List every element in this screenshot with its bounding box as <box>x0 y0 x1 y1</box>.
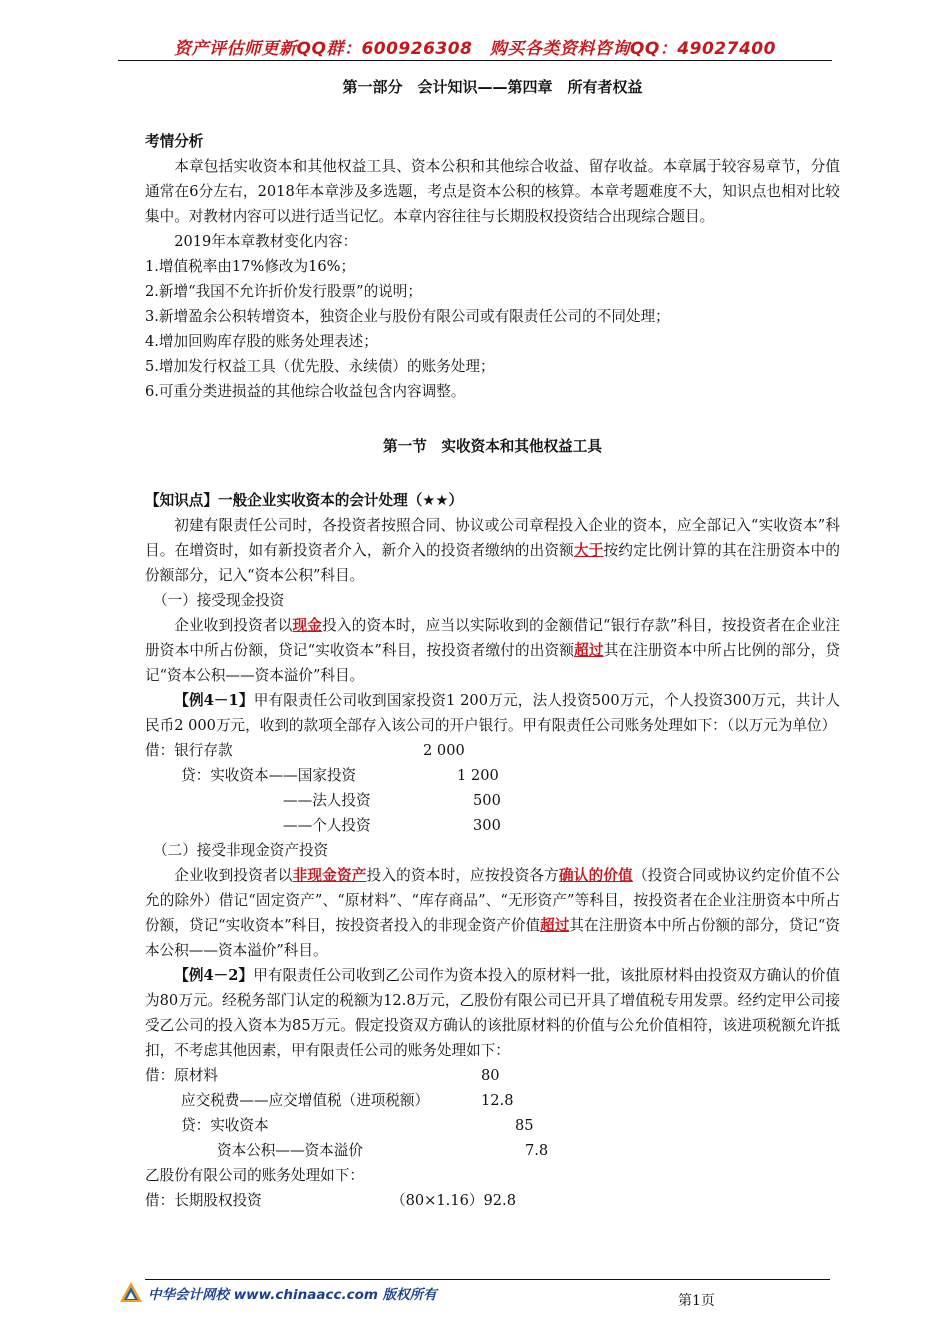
emphasis-text: 超过 <box>540 917 570 934</box>
change-item: 3.新增盈余公积转增资本，独资企业与股份有限公司或有限责任公司的不同处理； <box>145 308 670 325</box>
example-4-2: 【例4－2】甲有限责任公司收到乙公司作为资本投入的原材料一批，该批原材料由投资双方确认的价值为80万元。经税务部门认定的税额为12.8万元，乙股份有限公司已开具了增值税专用发票。经约定甲公司接受乙公司的投入资本为85万元。假定投资双方确认的该批原材料的价值与公允价值相符，该进项税额允许抵扣，不考虑其他因素，甲有限责任公司的账务处理如下： <box>145 967 840 1059</box>
example-4-1: 【例4－1】甲有限责任公司收到国家投资1 200万元，法人投资500万元，个人投资300万元，共计人民币2 000万元，收到的款项全部存入该公司的开户银行。甲有限责任公司账务处理如下：（以万元为单位） <box>145 692 841 734</box>
noncash-investment-heading: （二）接受非现金资产投资 <box>153 842 329 859</box>
emphasis-text: 确认的价值 <box>558 867 633 884</box>
example-label: 【例4－1】 <box>174 692 254 709</box>
journal-line: 应交税费——应交增值税（进项税额） 12.8 <box>181 1092 514 1109</box>
journal-line: 贷：实收资本 85 <box>181 1117 534 1134</box>
footer-brand <box>118 1280 437 1306</box>
noncash-investment-paragraph: 企业收到投资者以非现金资产投入的资本时，应按投资各方确认的价值（投资合同或协议约定价值不公允的除外）借记“固定资产”、“原材料”、“库存商品”、“无形资产”等科目，按投资者在企业注册资本中所占份额，贷记“实收资本”科目，按投资者投入的非现金资产价值超过其在注册资本中所占份额的部分，贷记“资本公积——资本溢价”科目。 <box>145 867 840 959</box>
emphasis-text: 非现金资产 <box>292 867 367 884</box>
journal-line: ——法人投资 500 <box>283 792 501 809</box>
change-item: 2.新增“我国不允许折价发行股票”的说明； <box>145 283 422 300</box>
emphasis-text: 现金 <box>292 617 323 634</box>
change-item: 4.增加回购库存股的账务处理表述； <box>145 333 378 350</box>
document-body <box>145 75 840 1213</box>
page-number: 第1页 <box>678 1293 715 1309</box>
document-title: 第一部分 会计知识——第四章 所有者权益 <box>342 78 643 96</box>
changes-intro: 2019年本章教材变化内容： <box>174 233 358 250</box>
analysis-heading: 考情分析 <box>145 133 204 150</box>
journal-line: 资本公积——资本溢价 7.8 <box>217 1142 549 1159</box>
emphasis-text: 大于 <box>573 542 604 559</box>
change-item: 5.增加发行权益工具（优先股、永续债）的账务处理； <box>145 358 495 375</box>
journal-entry-4-2 <box>145 1063 840 1163</box>
cash-investment-paragraph: 企业收到投资者以现金投入的资本时，应当以实际收到的金额借记“银行存款”科目，按投资者在企业注册资本中所占份额，贷记“实收资本”科目，按投资者缴付的出资额超过其在注册资本中所占比例的部分，贷记“资本公积——资本溢价”科目。 <box>145 617 840 684</box>
change-item: 1.增值税率由17%修改为16%； <box>145 258 356 275</box>
cash-investment-heading: （一）接受现金投资 <box>153 592 285 609</box>
journal-line: 借：长期股权投资 （80×1.16）92.8 <box>145 1192 516 1209</box>
header-divider <box>118 60 832 61</box>
section-title: 第一节 实收资本和其他权益工具 <box>383 438 602 455</box>
knowledge-point-heading: 【知识点】一般企业实收资本的会计处理（★★） <box>145 492 464 509</box>
journal-line: 借：银行存款 2 000 <box>145 742 465 759</box>
footer-brand-text: 中华会计网校 www.chinaacc.com 版权所有 <box>148 1287 437 1303</box>
analysis-paragraph: 本章包括实收资本和其他权益工具、资本公积和其他综合收益、留存收益。本章属于较容易章节，分值通常在6分左右，2018年本章涉及多选题，考点是资本公积的核算。本章考题难度不大，知识点也相对比较集中。对教材内容可以进行适当记忆。本章内容往往与长期股权投资结合出现综合题目。 <box>145 158 840 225</box>
journal-line: ——个人投资 300 <box>283 817 501 834</box>
second-party-intro: 乙股份有限公司的账务处理如下： <box>145 1167 364 1184</box>
intro-paragraph: 初建有限责任公司时，各投资者按照合同、协议或公司章程投入企业的资本，应全部记入“实收资本”科目。在增资时，如有新投资者介入，新介入的投资者缴纳的出资额大于按约定比例计算的其在注册资本中的份额部分，记入“资本公积”科目。 <box>145 517 840 584</box>
change-item: 6.可重分类进损益的其他综合收益包含内容调整。 <box>145 383 466 400</box>
header-banner: 资产评估师更新QQ群：600926308 购买各类资料咨询QQ：49027400 <box>174 39 776 59</box>
emphasis-text: 超过 <box>574 642 604 659</box>
journal-line: 借：原材料 80 <box>145 1067 500 1084</box>
school-logo-icon <box>118 1280 144 1306</box>
example-label: 【例4－2】 <box>174 967 254 984</box>
journal-line: 贷：实收资本——国家投资 1 200 <box>181 767 499 784</box>
journal-entry-4-1 <box>145 738 840 838</box>
